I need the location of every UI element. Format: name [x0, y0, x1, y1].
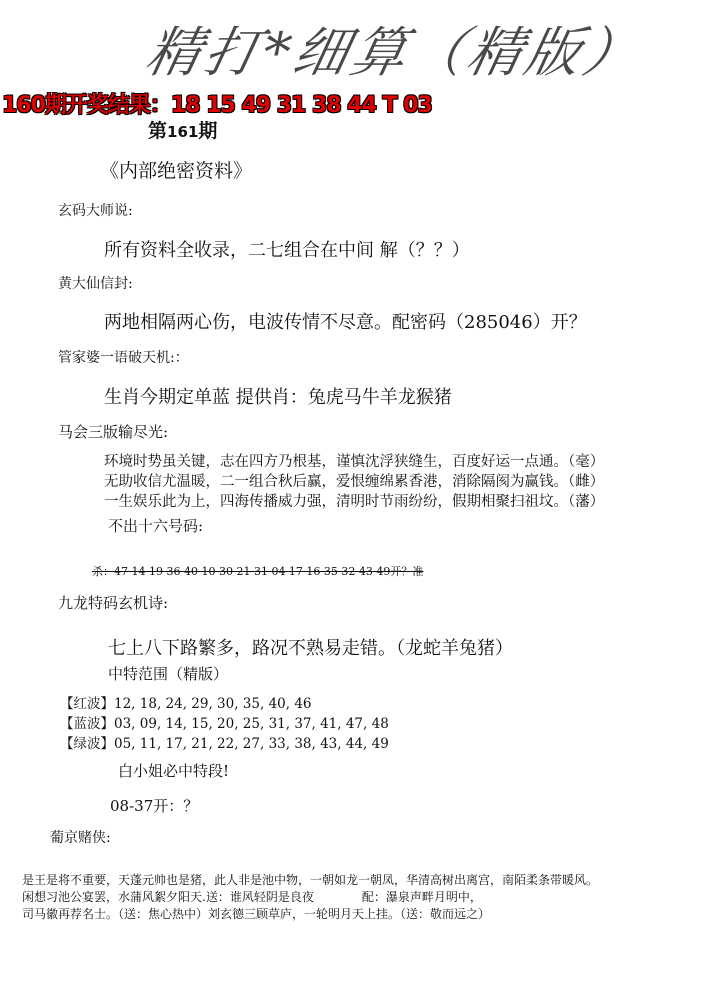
kill-numbers: 杀：47 14 19 36 40 10 30 21 31 04 17 16 35 32 43 49开？准	[92, 565, 424, 578]
mahui-poem	[104, 452, 604, 512]
issue-number	[148, 116, 217, 143]
jiulong-text: 七上八下路繁多，路况不熟易走错。（龙蛇羊兔猪）	[108, 638, 513, 659]
issue-suffix: 期	[198, 120, 218, 142]
no16-label: 不出十六号码:	[108, 517, 204, 535]
logo-title: 精打*细算（精版）	[140, 21, 649, 84]
xuanma-label: 玄码大师说:	[58, 203, 133, 219]
issue-prefix: 第	[148, 120, 168, 142]
document-title: 《内部绝密资料》	[100, 160, 253, 182]
open-text: 08-37开：？	[110, 797, 199, 815]
range-label: 中特范围（精版）	[108, 665, 229, 683]
range-row-blue	[60, 712, 389, 732]
range-tag: 【红波】	[60, 696, 114, 712]
huang-text: 两地相隔两心伤，电波传情不尽意。配密码（285046）开？	[104, 312, 587, 333]
mahui-label: 马会三版输尽光:	[58, 423, 169, 441]
footer-line: 闲想习池公宴罢，水蒲风絮夕阳天.送：谁风轻阴是良夜 配：瀑泉声畔月明中，	[22, 890, 482, 904]
mahui-line: 无助收信尤温暖，二一组合秋后赢，爱恨缠绵累香港，消除隔阂为赢钱。（雌）	[104, 474, 605, 490]
mahui-line: 环境时势虽关键，志在四方乃根基，谨慎沈浮狭缝生，百度好运一点通。（毫）	[104, 454, 605, 470]
range-nums: 05, 11, 17, 21, 22, 27, 33, 38, 43, 44, 49	[114, 736, 389, 752]
mahui-line: 一生娱乐此为上，四海传播威力强，清明时节雨纷纷，假期相聚扫祖坟。（藩）	[104, 494, 605, 510]
xuanma-text: 所有资料全收录，二七组合在中间 解（？？）	[104, 240, 470, 261]
range-tag: 【绿波】	[60, 736, 114, 752]
footer-poem	[22, 872, 598, 923]
xiaojie-text: 白小姐必中特段!	[118, 762, 230, 780]
jiulong-label: 九龙特码玄机诗:	[58, 594, 169, 612]
guanjia-text: 生肖今期定单蓝 提供肖：兔虎马牛羊龙猴猪	[104, 387, 452, 408]
range-tag: 【蓝波】	[60, 716, 114, 732]
pujing-label: 葡京赌侠:	[50, 830, 111, 846]
footer-line: 司马徽再荐名士。（送：焦心热中）刘玄德三顾草庐，一轮明月天上挂。（送：敬而远之）	[22, 907, 491, 921]
footer-line: 是王是将不重要，天蓬元帅也是猪，此人非是池中物，一朝如龙一朝凤，华清高树出离宫，南陌柔条带暖风。	[22, 873, 599, 887]
range-nums: 12, 18, 24, 29, 30, 35, 40, 46	[114, 696, 312, 712]
huang-label: 黄大仙信封:	[58, 276, 133, 292]
range-nums: 03, 09, 14, 15, 20, 25, 31, 37, 41, 47, 48	[114, 716, 389, 732]
issue-num: 161	[167, 123, 199, 141]
guanjia-label: 管家婆一语破天机:：	[58, 350, 189, 366]
range-row-red	[60, 692, 312, 712]
range-row-green	[60, 732, 389, 752]
previous-result: 160期开奖结果：18 15 49 31 38 44 T 03	[2, 93, 432, 118]
